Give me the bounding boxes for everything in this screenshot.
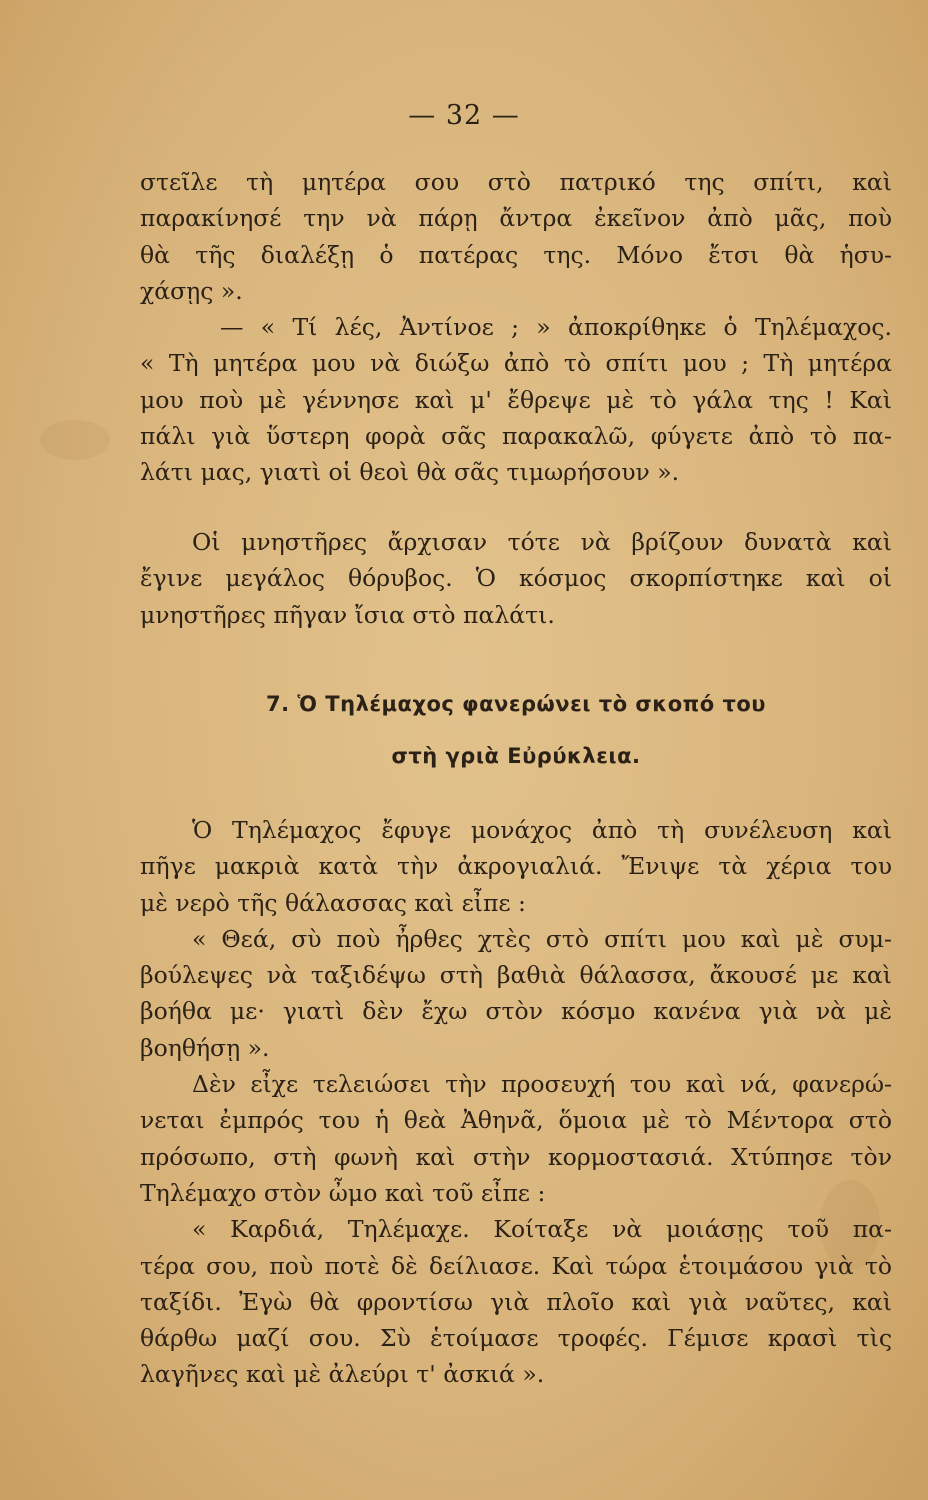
paragraph-2 — [140, 524, 892, 633]
text-line: λάτι μας, γιατὶ οἱ θεοὶ θὰ σᾶς τιμωρήσουν ». — [140, 458, 680, 487]
text-line: βούλεψες νὰ ταξιδέψω στὴ βαθιὰ θάλασσα, ἄκουσέ με καὶ — [140, 961, 892, 990]
text-line: Ὁ Τηλέμαχος ἔφυγε μονάχος ἀπὸ τὴ συνέλευση καὶ — [192, 816, 892, 844]
text-line: βοήθα με· γιατὶ δὲν ἔχω στὸν κόσμο κανένα γιὰ νὰ μὲ — [140, 997, 892, 1026]
paper-stain — [40, 420, 110, 460]
section-heading-continued: στὴ γριὰ Εὐρύκλεια. — [391, 744, 641, 768]
text-line: — « Τί λές, Ἀντίνοε ; » ἀποκρίθηκε ὁ Τηλέμαχος. — [220, 313, 892, 342]
text-line: θάρθω μαζί σου. Σὺ ἑτοίμασε τροφές. Γέμισε κρασὶ τὶς — [140, 1324, 892, 1353]
text-line: μου ποὺ μὲ γέννησε καὶ μ' ἔθρεψε μὲ τὸ γάλα της ! Καὶ — [140, 385, 892, 414]
text-line: Τηλέμαχο στὸν ὦμο καὶ τοῦ εἶπε : — [140, 1178, 546, 1207]
text-line: χάσῃς ». — [140, 276, 243, 305]
text-line: νεται ἐμπρός του ἡ θεὰ Ἀθηνᾶ, ὅμοια μὲ τὸ Μέντορα στὸ — [140, 1106, 892, 1135]
page-number: — 32 — — [408, 100, 520, 131]
text-line: πῆγε μακριὰ κατὰ τὴν ἀκρογιαλιά. Ἔνιψε τὰ χέρια του — [140, 852, 892, 881]
text-line: ταξίδι. Ἐγὼ θὰ φροντίσω γιὰ πλοῖο καὶ γιὰ ναῦτες, καὶ — [140, 1287, 892, 1316]
paragraph-3 — [140, 812, 892, 1393]
text-line: Οἱ μνηστῆρες ἄρχισαν τότε νὰ βρίζουν δυνατὰ καὶ — [192, 528, 892, 556]
section-heading: 7. Ὁ Τηλέμαχος φανερώνει τὸ σκοπό του — [266, 692, 766, 716]
text-line: μὲ νερὸ τῆς θάλασσας καὶ εἶπε : — [140, 888, 526, 917]
paragraph-1 — [140, 164, 892, 491]
text-line: λαγῆνες καὶ μὲ ἀλεύρι τ' ἀσκιά ». — [140, 1360, 545, 1389]
text-line: « Καρδιά, Τηλέμαχε. Κοίταξε νὰ μοιάσῃς τοῦ πα- — [192, 1215, 892, 1244]
text-line: πάλι γιὰ ὕστερη φορὰ σᾶς παρακαλῶ, φύγετε ἀπὸ τὸ πα- — [140, 422, 892, 451]
text-line: Δὲν εἶχε τελειώσει τὴν προσευχή του καὶ νά, φανερώ- — [192, 1070, 892, 1099]
text-line: θὰ τῆς διαλέξῃ ὁ πατέρας της. Μόνο ἔτσι θὰ ἡσυ- — [140, 240, 892, 269]
text-line: παρακίνησέ την νὰ πάρῃ ἄντρα ἐκεῖνον ἀπὸ μᾶς, ποὺ — [140, 204, 892, 233]
text-line: « Θεά, σὺ ποὺ ἦρθες χτὲς στὸ σπίτι μου καὶ μὲ συμ- — [192, 924, 892, 953]
text-line: μνηστῆρες πῆγαν ἴσια στὸ παλάτι. — [140, 600, 555, 629]
text-line: « Τὴ μητέρα μου νὰ διώξω ἀπὸ τὸ σπίτι μου ; Τὴ μητέρα — [140, 349, 892, 378]
text-line: ἔγινε μεγάλος θόρυβος. Ὁ κόσμος σκορπίστηκε καὶ οἱ — [140, 564, 892, 593]
text-line: στεῖλε τὴ μητέρα σου στὸ πατρικό της σπίτι, καὶ — [140, 168, 892, 196]
text-line: βοηθήσῃ ». — [140, 1033, 270, 1062]
text-line: τέρα σου, ποὺ ποτὲ δὲ δείλιασε. Καὶ τώρα ἑτοιμάσου γιὰ τὸ — [140, 1251, 892, 1280]
text-line: πρόσωπο, στὴ φωνὴ καὶ στὴν κορμοστασιά. Χτύπησε τὸν — [140, 1142, 892, 1171]
